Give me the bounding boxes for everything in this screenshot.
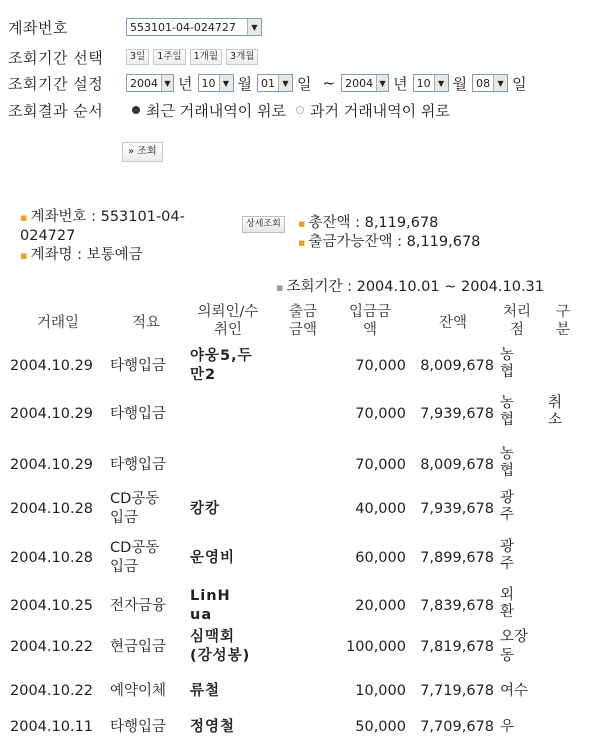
account-label: 계좌번호: [8, 18, 68, 37]
chevron-down-icon: ▼: [219, 75, 233, 91]
cell-kind-text: 소: [548, 412, 563, 428]
cell-date-text: 2004.10.22: [10, 639, 94, 655]
cell-desc: [110, 539, 184, 577]
cell-desc-text: 타행입금: [110, 719, 167, 735]
col-header-kind: [548, 303, 578, 339]
cell-deposit-text: 60,000: [355, 550, 406, 566]
cell-deposit: [330, 682, 406, 701]
cell-party-text: 운영비: [190, 550, 236, 566]
cell-balance-text: 7,709,678: [420, 719, 494, 735]
cell-branch-text: 환: [500, 604, 515, 620]
cell-date: [10, 597, 106, 616]
account-row: [8, 14, 264, 40]
cell-desc-text: 타행입금: [110, 358, 167, 374]
cell-date-text: 2004.10.29: [10, 457, 94, 473]
order-recent-label: 최근 거래내역이 위로: [146, 101, 286, 120]
bullet-icon: ▪: [298, 217, 306, 230]
from-day-select[interactable]: [257, 74, 293, 92]
cell-balance-text: 7,819,678: [420, 639, 494, 655]
cell-branch-text: 농: [500, 347, 515, 363]
order-row: [8, 97, 450, 123]
bullet-icon: ▪: [20, 249, 28, 262]
cell-date: [10, 682, 106, 701]
period-select-row: [8, 44, 262, 70]
cell-party: [190, 718, 276, 737]
chevron-down-icon: ▼: [434, 75, 448, 91]
account-number-line2: 024727: [20, 228, 76, 244]
cell-party-text: 류철: [190, 683, 221, 699]
cell-branch: [500, 395, 540, 429]
chevron-down-icon: ▼: [493, 75, 507, 91]
cell-party: [190, 549, 276, 568]
cell-balance: [410, 456, 494, 475]
unit-day: 일: [512, 74, 527, 93]
to-month-value: 10: [416, 76, 431, 90]
from-month-select[interactable]: [198, 74, 234, 92]
cell-date-text: 2004.10.22: [10, 683, 94, 699]
cell-branch: [500, 446, 540, 480]
cell-date-text: 2004.10.29: [10, 358, 94, 374]
cell-branch: [500, 587, 540, 621]
cell-branch: [500, 347, 540, 381]
cell-branch-text: 여수: [500, 683, 529, 699]
cell-date-text: 2004.10.25: [10, 598, 94, 614]
cell-party: [190, 628, 276, 666]
to-day-select[interactable]: [472, 74, 508, 92]
cell-balance-text: 7,719,678: [420, 683, 494, 699]
period-1week-button[interactable]: 1주일: [153, 49, 185, 65]
col-header-party-line1: 의뢰인/수: [197, 304, 259, 320]
cell-deposit-text: 50,000: [355, 719, 406, 735]
period-select-label: 조회기간 선택: [8, 48, 104, 67]
total-balance: 총잔액 : 8,119,678: [308, 215, 439, 231]
cell-date: [10, 456, 106, 475]
cell-party-text: LinH: [190, 588, 231, 604]
chevron-down-icon: ▼: [161, 75, 173, 91]
cell-party-text: ua: [190, 607, 213, 623]
chevron-down-icon: ▼: [247, 19, 261, 35]
cell-deposit: [330, 405, 406, 424]
cell-desc-text: 입금: [110, 559, 139, 575]
cell-date: [10, 357, 106, 376]
cell-party: [190, 587, 276, 625]
col-header-desc: 적요: [131, 315, 160, 331]
cell-balance: [410, 549, 494, 568]
cell-date-text: 2004.10.28: [10, 550, 94, 566]
cell-party: [190, 500, 276, 519]
col-header-party: [186, 303, 270, 339]
cell-desc-text: 예약이체: [110, 683, 167, 699]
col-header-deposit-line2: 액: [362, 322, 377, 338]
cell-deposit: [330, 456, 406, 475]
cell-balance: [410, 597, 494, 616]
to-day-value: 08: [476, 76, 491, 90]
period-3month-button[interactable]: 3개월: [226, 49, 258, 65]
range-separator: ~: [322, 74, 336, 92]
cell-deposit-text: 100,000: [346, 639, 406, 655]
cell-party-text: (강성봉): [190, 648, 251, 664]
period-set-row: [8, 70, 532, 96]
cell-branch: [500, 490, 540, 524]
cell-deposit-text: 10,000: [355, 683, 406, 699]
cell-desc-text: 타행입금: [110, 457, 167, 473]
col-header-party-line2: 취인: [213, 322, 242, 338]
cell-branch: [500, 628, 540, 666]
unit-year: 년: [393, 74, 408, 93]
unit-year: 년: [178, 74, 193, 93]
cell-date-text: 2004.10.28: [10, 501, 94, 517]
col-header-withdraw-line2: 금액: [288, 322, 317, 338]
cell-party-text: 캉캉: [190, 501, 221, 517]
from-year-value: 2004: [130, 76, 158, 90]
cell-desc: [110, 456, 184, 475]
cell-party: [190, 682, 276, 701]
cell-branch-text: 광: [500, 539, 515, 555]
cell-deposit: [330, 597, 406, 616]
order-recent-radio[interactable]: [132, 106, 140, 114]
cell-date: [10, 549, 106, 568]
cell-branch-text: 주: [500, 556, 515, 572]
order-past-label: 과거 거래내역이 위로: [309, 101, 450, 120]
cell-branch-text: 협: [500, 463, 515, 479]
cell-balance-text: 7,839,678: [420, 598, 494, 614]
cell-branch-text: 협: [500, 412, 515, 428]
cell-desc-text: 입금: [110, 510, 139, 526]
cell-branch: [500, 682, 540, 701]
cell-date: [10, 405, 106, 424]
col-header-withdraw: [280, 303, 326, 339]
col-header-branch-line2: 점: [509, 322, 524, 338]
cell-balance-text: 7,939,678: [420, 406, 494, 422]
cell-desc: [110, 357, 184, 376]
from-day-value: 01: [261, 76, 275, 90]
order-label: 조회결과 순서: [8, 101, 104, 120]
cell-deposit-text: 70,000: [355, 406, 406, 422]
cell-branch-text: 광: [500, 490, 515, 506]
cell-deposit-text: 20,000: [355, 598, 406, 614]
cell-balance: [410, 682, 494, 701]
order-past-radio[interactable]: [296, 106, 304, 114]
to-year-value: 2004: [345, 76, 374, 90]
cell-deposit-text: 40,000: [355, 501, 406, 517]
cell-branch-text: 주: [500, 507, 515, 523]
cell-balance-text: 7,899,678: [420, 550, 494, 566]
cell-branch-text: 농: [500, 395, 515, 411]
bullet-icon: ▪: [276, 281, 284, 294]
cell-date-text: 2004.10.11: [10, 719, 94, 735]
cell-desc: [110, 490, 184, 528]
unit-month: 월: [452, 74, 468, 93]
cell-branch-text: 우: [500, 719, 515, 735]
cell-party: [190, 347, 276, 385]
col-header-deposit: [334, 303, 406, 339]
cell-desc: [110, 682, 184, 701]
bullet-icon: ▪: [298, 236, 306, 249]
cell-date: [10, 500, 106, 519]
chevron-down-icon: ▼: [376, 75, 388, 91]
cell-deposit: [330, 500, 406, 519]
cell-balance: [410, 638, 494, 657]
cell-deposit: [330, 549, 406, 568]
cell-deposit-text: 70,000: [355, 457, 406, 473]
from-year-select[interactable]: [126, 74, 174, 92]
account-number-info: [20, 208, 185, 265]
cell-date-text: 2004.10.29: [10, 406, 94, 422]
account-name: 계좌명 : 보통예금: [30, 247, 143, 263]
period-1month-button[interactable]: 1개월: [190, 49, 222, 65]
cell-party-text: 만2: [190, 367, 217, 383]
cell-deposit: [330, 718, 406, 737]
to-month-select[interactable]: [413, 74, 449, 92]
period-info: [276, 278, 544, 297]
bullet-icon: ▪: [20, 211, 28, 224]
cell-deposit: [330, 638, 406, 657]
col-header-deposit-line1: 입금금: [348, 304, 392, 320]
cell-balance: [410, 405, 494, 424]
cell-deposit-text: 70,000: [355, 358, 406, 374]
cell-balance: [410, 718, 494, 737]
unit-month: 월: [237, 74, 252, 93]
cell-branch-text: 오장: [500, 629, 529, 645]
inquiry-period: 조회기간 : 2004.10.01 ~ 2004.10.31: [286, 279, 545, 295]
cell-kind: [548, 395, 578, 429]
cell-branch-text: 농: [500, 446, 515, 462]
col-header-balance: 잔액: [438, 315, 467, 331]
chevron-down-icon: ▼: [278, 75, 292, 91]
cell-branch-text: 동: [500, 648, 515, 664]
cell-balance-text: 8,009,678: [420, 358, 494, 374]
cell-desc: [110, 405, 184, 424]
col-header-kind-line1: 구: [555, 304, 570, 320]
cell-desc-text: 전자금융: [110, 598, 167, 614]
cell-balance: [410, 357, 494, 376]
cell-desc-text: 타행입금: [110, 406, 167, 422]
cell-desc: [110, 718, 184, 737]
cell-desc: [110, 638, 184, 657]
cell-date: [10, 638, 106, 657]
cell-deposit: [330, 357, 406, 376]
cell-desc-text: CD공동: [110, 491, 160, 507]
cell-balance-text: 8,009,678: [420, 457, 494, 473]
cell-desc-text: 현금입금: [110, 639, 167, 655]
cell-branch: [500, 718, 540, 737]
available-balance: 출금가능잔액 : 8,119,678: [308, 234, 481, 250]
col-header-branch: [498, 303, 536, 339]
col-header-kind-line2: 분: [555, 322, 570, 338]
cell-date: [10, 718, 106, 737]
cell-desc-text: CD공동: [110, 540, 160, 556]
unit-day: 일: [297, 74, 312, 93]
cell-party-text: 정영철: [190, 719, 236, 735]
account-number-line1: 계좌번호 : 553101-04-: [30, 209, 185, 225]
account-select-value: 553101-04-024727: [130, 20, 236, 34]
balance-info: [298, 214, 480, 252]
col-header-branch-line1: 처리: [502, 304, 531, 320]
period-3day-button[interactable]: 3일: [126, 49, 149, 65]
cell-party-text: 심맥회: [190, 629, 236, 645]
cell-balance-text: 7,939,678: [420, 501, 494, 517]
cell-branch: [500, 539, 540, 573]
cell-kind-text: 취: [548, 395, 563, 411]
to-year-select[interactable]: [341, 74, 389, 92]
detail-inquiry-button[interactable]: 상세조회: [242, 216, 285, 233]
col-header-date: 거래일: [36, 315, 80, 331]
cell-party-text: 야웅5,두: [190, 348, 253, 364]
cell-desc: [110, 597, 184, 616]
from-month-value: 10: [201, 76, 216, 90]
cell-branch-text: 외: [500, 587, 515, 603]
period-set-label: 조회기간 설정: [8, 74, 104, 93]
cell-branch-text: 협: [500, 364, 515, 380]
cell-balance: [410, 500, 494, 519]
query-button[interactable]: » 조회: [122, 142, 163, 162]
account-select[interactable]: [126, 18, 262, 36]
col-header-withdraw-line1: 출금: [288, 304, 317, 320]
